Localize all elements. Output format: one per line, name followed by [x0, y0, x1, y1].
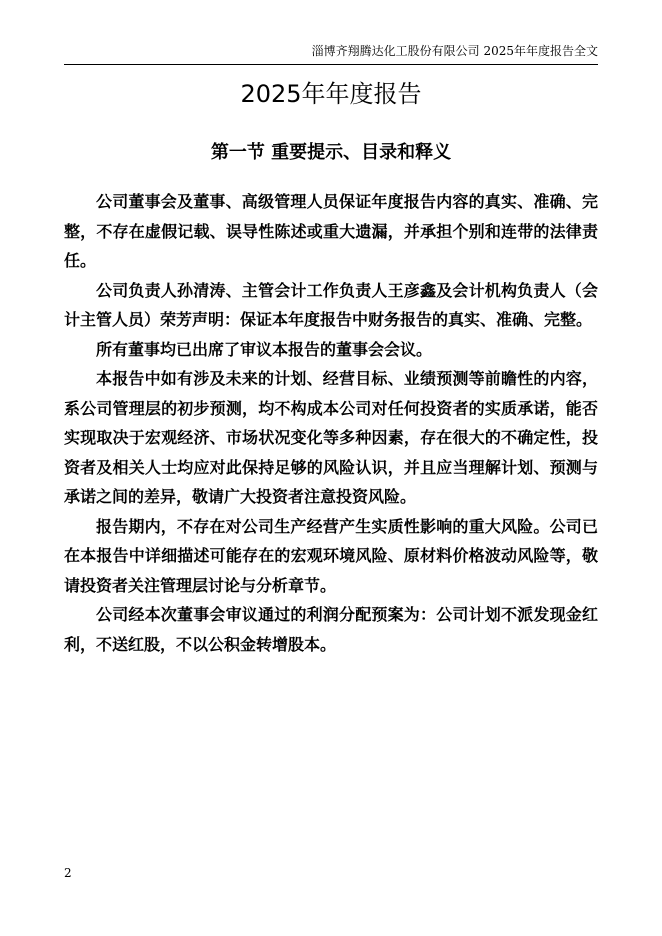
- page-title: 2025年年度报告: [240, 80, 422, 108]
- paragraph-board-guarantee: 公司董事会及董事、高级管理人员保证年度报告内容的真实、准确、完整，不存在虚假记载、误导性陈述或重大遗漏，并承担个别和连带的法律责任。: [64, 192, 598, 270]
- paragraph-risk: 报告期内，不存在对公司生产经营产生实质性影响的重大风险。公司已在本报告中详细描述可能存在的宏观环境风险、原材料价格波动风险等，敬请投资者关注管理层讨论与分析章节。: [64, 516, 598, 595]
- header-divider: [64, 64, 598, 65]
- paragraph-profit-distribution: 公司经本次董事会审议通过的利润分配预案为：公司计划不派发现金红利，不送红股，不以公积金转增股本。: [64, 605, 598, 654]
- paragraph-board-attendance: 所有董事均已出席了审议本报告的董事会会议。: [96, 339, 433, 359]
- paragraph-financial-statement: 公司负责人孙清涛、主管会计工作负责人王彦鑫及会计机构负责人（会计主管人员）荣芳声明：保证本年度报告中财务报告的真实、准确、完整。: [64, 280, 598, 329]
- running-header: 淄博齐翔腾达化工股份有限公司 2025年年度报告全文: [311, 44, 598, 58]
- section-title: 第一节 重要提示、目录和释义: [210, 142, 452, 163]
- page-number: 2: [64, 866, 72, 880]
- body-text: [64, 187, 598, 659]
- paragraph-forward-looking: 本报告中如有涉及未来的计划、经营目标、业绩预测等前瞻性的内容，系公司管理层的初步预测，均不构成本公司对任何投资者的实质承诺，能否实现取决于宏观经济、市场状况变化等多种因素，存在很大的不确定性，投资者及相关人士均应对此保持足够的风险认识，并且应当理解计划、预测与承诺之间的差异，敬请广大投资者注意投资风险。: [64, 369, 598, 506]
